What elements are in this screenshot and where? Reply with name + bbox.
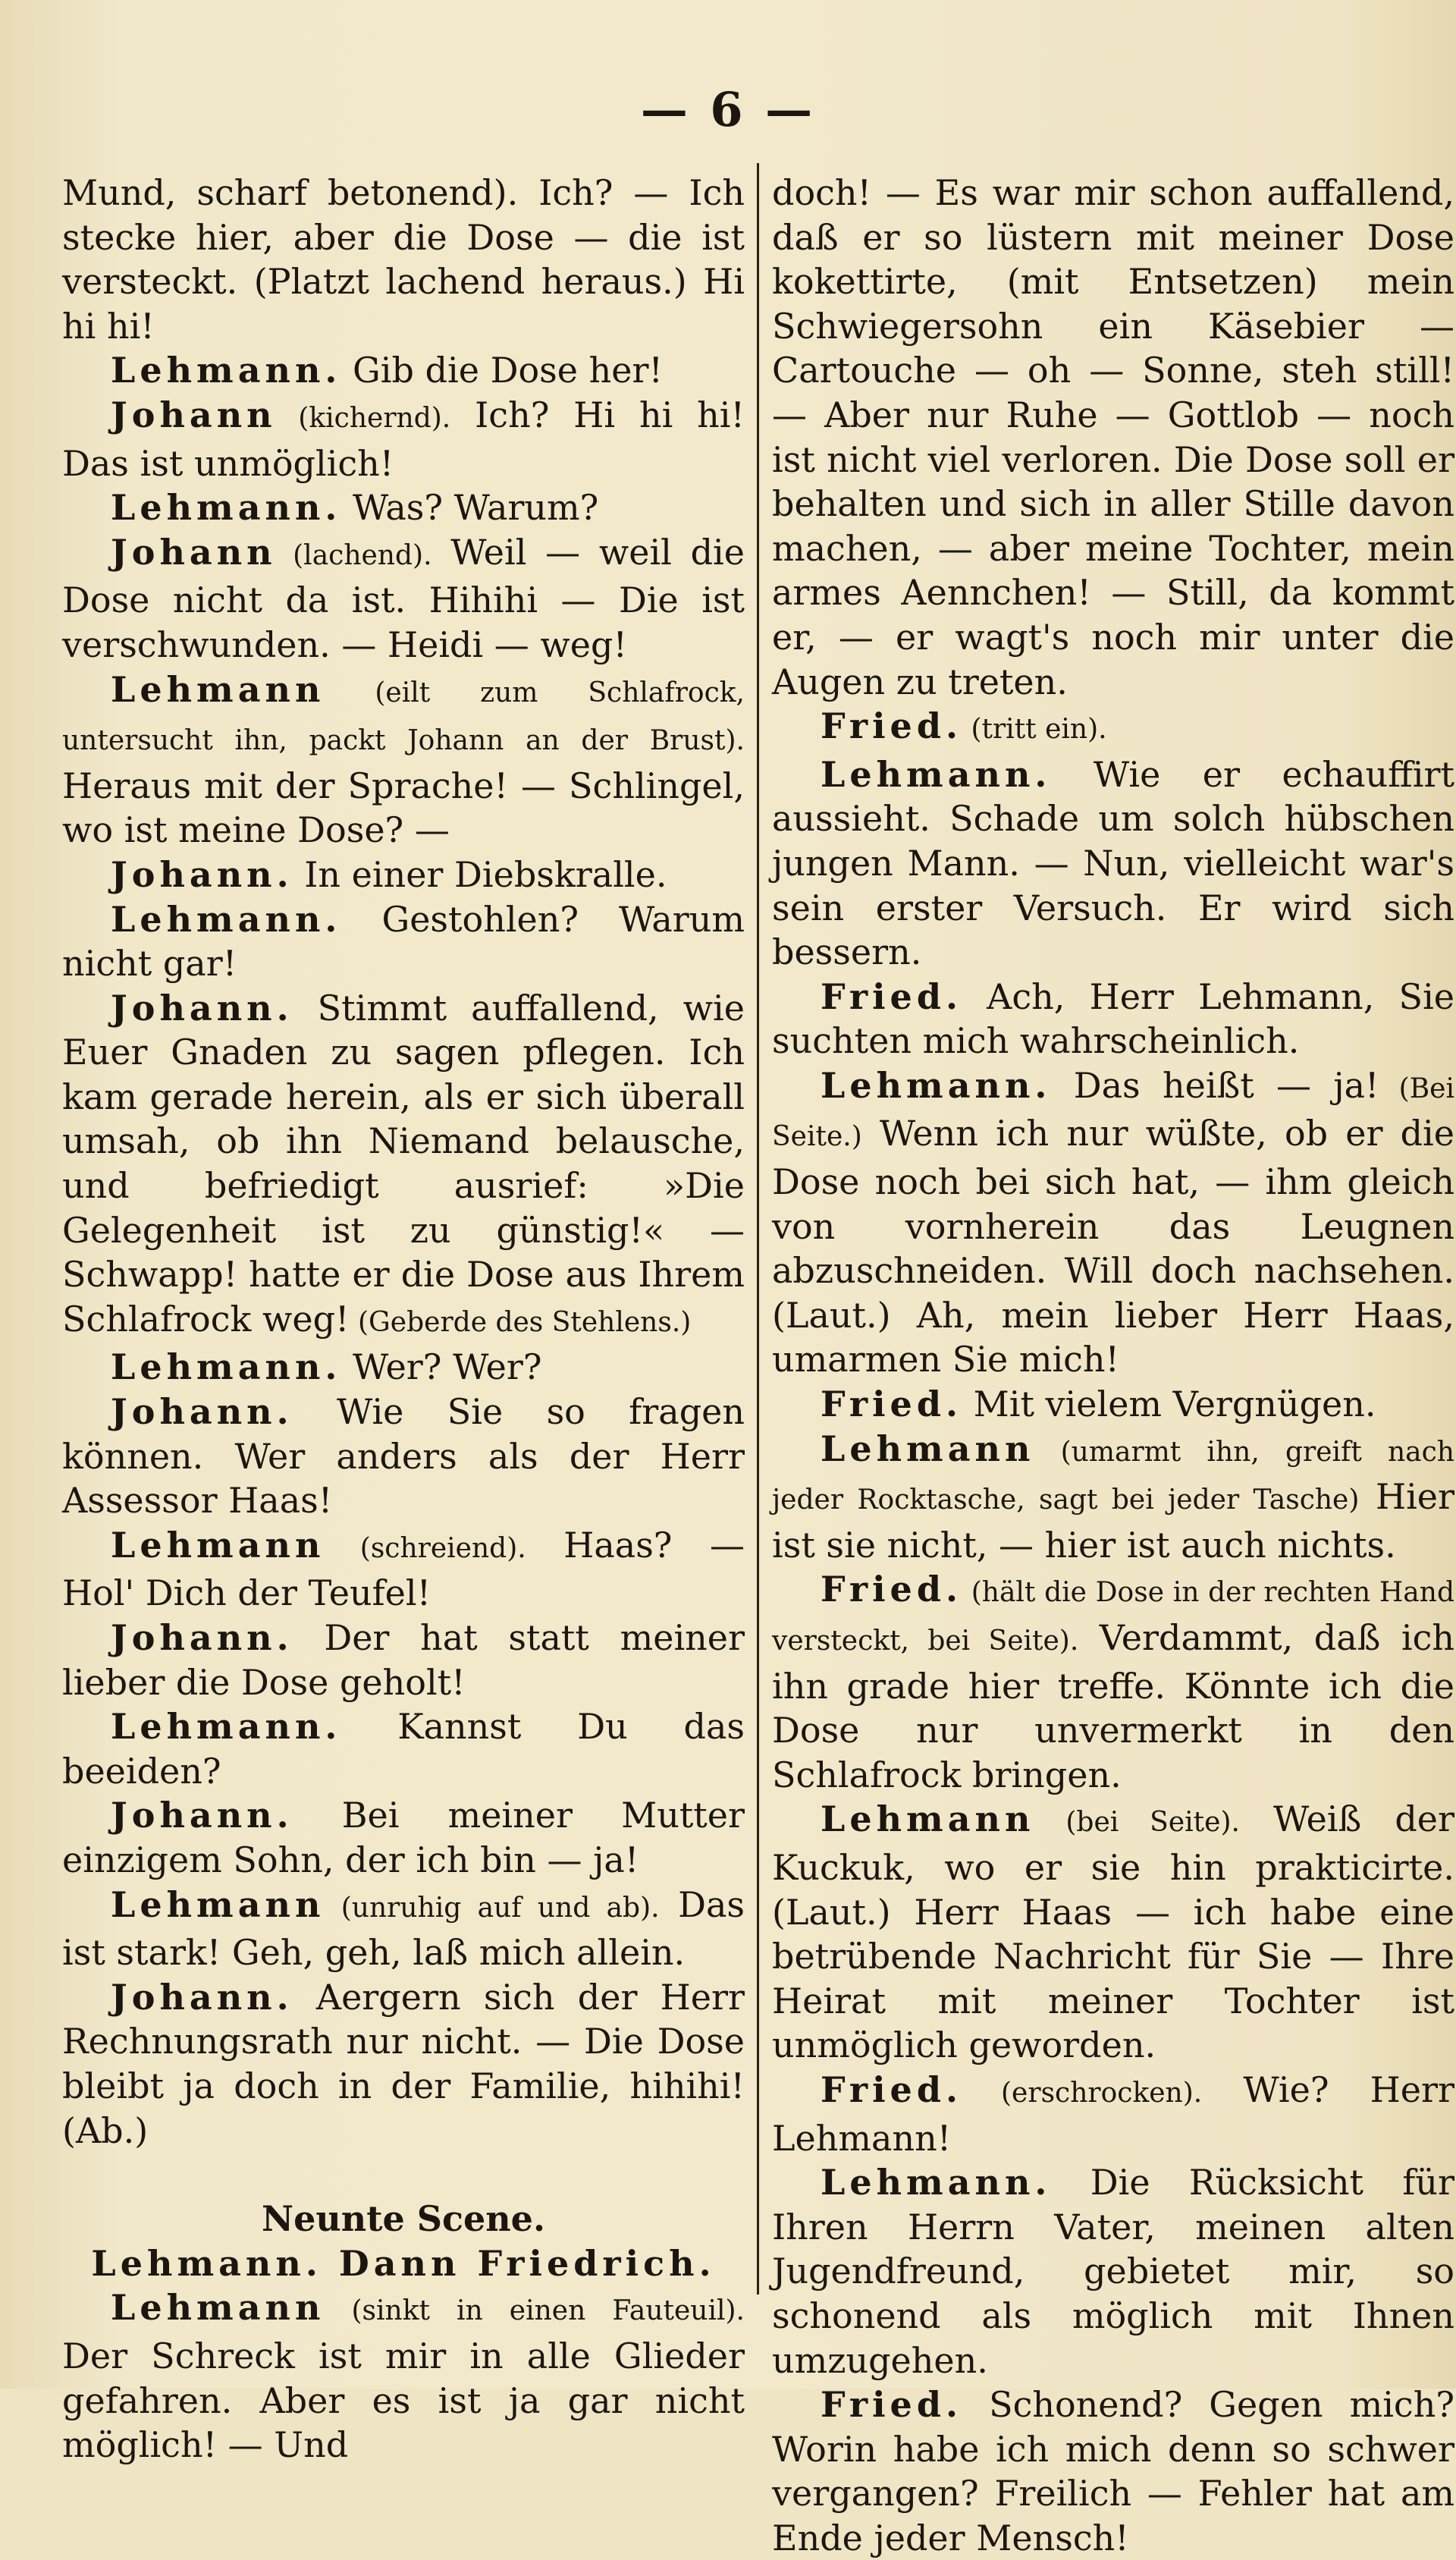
paragraph-text: Haas? — Hol' Dich der Teufel! xyxy=(62,1524,745,1614)
speaker-name: Lehmann xyxy=(821,1428,1035,1469)
speaker-name: Fried. xyxy=(821,2068,963,2110)
column-divider xyxy=(757,163,759,2295)
paragraph xyxy=(772,1382,1454,1427)
speaker-name: Lehmann xyxy=(111,1883,325,1925)
paragraph xyxy=(62,853,745,897)
speaker-name: Fried. xyxy=(821,1569,963,1610)
paragraph-text: Mund, scharf betonend). Ich? — Ich stecke hier, aber die Dose — die ist versteckt. (Platzt lachend heraus.) Hi hi hi! xyxy=(62,172,745,347)
stage-direction: (eilt zum Schlafrock, untersucht ihn, packt Johann an der Brust). xyxy=(62,677,745,757)
paragraph xyxy=(62,986,745,1346)
paragraph-text: Was? Warum? xyxy=(341,487,599,529)
speaker-name: Lehmann. xyxy=(111,487,342,529)
speaker-name: Johann. xyxy=(111,1391,293,1433)
stage-direction: (Bei Seite.) xyxy=(772,1073,1454,1153)
speaker-name: Lehmann. xyxy=(111,898,342,940)
stage-direction: (sinkt in einen Fauteuil). xyxy=(325,2295,745,2327)
paragraph xyxy=(62,1616,745,1704)
paragraph-text: Wenn ich nur wüßte, ob er die Dose noch bei sich hat, — ihm gleich von vornherein das Leugnen abzuschneiden. Will doch nachsehen. (Laut.) Ah, mein lieber Herr Haas, umarmen Sie mich! xyxy=(772,1113,1454,1381)
speaker-name: Fried. xyxy=(821,705,963,747)
paragraph-text: Schonend? Gegen mich? Worin habe ich mich denn so schwer vergangen? Freilich — Fehler hat am Ende jeder Mensch! xyxy=(772,2384,1454,2558)
paragraph xyxy=(62,393,745,485)
speaker-name: Lehmann. xyxy=(111,1346,342,1388)
speaker-name: Johann. xyxy=(111,1795,293,1836)
scene-heading: Neunte Scene. xyxy=(262,2198,545,2240)
paragraph-text: Bei meiner Mutter einzigem Sohn, der ich bin — ja! xyxy=(62,1795,745,1880)
paragraph-text: Wie Sie so fragen können. Wer anders als der Herr Assessor Haas! xyxy=(62,1391,745,1522)
paragraph xyxy=(62,1883,745,1975)
scene-cast xyxy=(62,2241,745,2286)
stage-direction: (Geberde des Stehlens.) xyxy=(349,1306,692,1338)
speaker-name: Johann. xyxy=(111,1976,293,2018)
speaker-name: Lehmann xyxy=(111,2287,325,2329)
speaker-name: Lehmann. xyxy=(821,1064,1052,1106)
paragraph-text: Kannst Du das beeiden? xyxy=(62,1706,745,1792)
speaker-name: Johann. xyxy=(111,853,293,895)
paragraph-text: Wie? Herr Lehmann! xyxy=(772,2068,1454,2159)
speaker-name: Fried. xyxy=(821,1384,963,1425)
speaker-name: Johann xyxy=(111,394,277,435)
paragraph-text: Wie er echauffirt aussieht. Schade um solch hübschen jungen Mann. — Nun, vielleicht war's sein erster Versuch. Er wird sich bessern. xyxy=(772,753,1454,973)
paragraph xyxy=(62,530,745,667)
paragraph-text: Gib die Dose her! xyxy=(341,350,663,391)
paragraph xyxy=(62,171,745,348)
paragraph xyxy=(62,348,745,393)
paragraph xyxy=(62,1523,745,1616)
right-column xyxy=(772,171,1454,2560)
paragraph-text: doch! — Es war mir schon auffallend, daß er so lüstern mit meiner Dose kokettirte, (mit Entsetzen) mein Schwiegersohn ein Käsebier — Cartouche — oh — Sonne, steh still! — Aber nur Ruhe — Gottlob — noch ist nicht viel verloren. Die Dose soll er behalten und sich in aller Stille davon machen, — aber meine Tochter, mein armes Aennchen! — Still, da kommt er, — er wagt's noch mir unter die Augen zu treten. xyxy=(772,172,1454,702)
speaker-name: Lehmann. xyxy=(111,1706,342,1748)
scene-cast-text: Lehmann. Dann Friedrich. xyxy=(91,2242,716,2284)
speaker-name: Lehmann xyxy=(821,1798,1035,1840)
speaker-name: Lehmann xyxy=(111,668,325,710)
paragraph xyxy=(62,2285,745,2467)
speaker-name: Johann. xyxy=(111,987,293,1029)
paragraph xyxy=(62,485,745,530)
paragraph-text: Verdammt, daß ich ihn grade hier treffe. Könnte ich die Dose nur unvermerkt in den Schlafrock bringen. xyxy=(772,1617,1454,1795)
paragraph xyxy=(772,1797,1454,2068)
paragraph-text: Ach, Herr Lehmann, Sie suchten mich wahrscheinlich. xyxy=(772,975,1454,1062)
paragraph xyxy=(62,1793,745,1882)
paragraph xyxy=(772,704,1454,752)
stage-direction: (schreiend). xyxy=(325,1532,526,1564)
paragraph xyxy=(772,1427,1454,1568)
paragraph xyxy=(772,975,1454,1063)
paragraph xyxy=(772,2160,1454,2383)
stage-direction: (umarmt ihn, greift nach jeder Rocktasche, sagt bei jeder Tasche) xyxy=(772,1436,1454,1516)
stage-direction: (kichernd). xyxy=(276,402,451,434)
paragraph xyxy=(772,2383,1454,2560)
speaker-name: Fried. xyxy=(821,2384,963,2426)
paragraph-text: Das heißt — ja! xyxy=(1051,1064,1379,1106)
speaker-name: Johann. xyxy=(111,1617,293,1658)
paragraph xyxy=(62,1345,745,1390)
paragraph-text: Weil — weil die Dose nicht da ist. Hihihi — Die ist verschwunden. — Heidi — weg! xyxy=(62,531,745,665)
paragraph-text: Stimmt auffallend, wie Euer Gnaden zu sagen pflegen. Ich kam gerade herein, als er sich überall umsah, ob ihn Niemand belausche, und befriedigt ausrief: »Die Gelegenheit ist zu günstig!« — Schwapp! hatte er die Dose aus Ihrem Schlafrock weg! xyxy=(62,987,745,1340)
paragraph-text: Gestohlen? Warum nicht gar! xyxy=(62,898,745,985)
paragraph xyxy=(772,1567,1454,1797)
paragraph xyxy=(62,1390,745,1523)
paragraph-text: Der hat statt meiner lieber die Dose geholt! xyxy=(62,1617,745,1703)
paragraph xyxy=(62,1975,745,2153)
paragraph-text: Das ist stark! Geh, geh, laß mich allein. xyxy=(62,1883,745,1974)
speaker-name: Lehmann. xyxy=(821,753,1052,795)
paragraph-text: Hier ist sie nicht, — hier ist auch nichts. xyxy=(772,1476,1454,1566)
paragraph xyxy=(772,1063,1454,1382)
stage-direction: (erschrocken). xyxy=(962,2077,1203,2109)
paragraph-text: Ich? Hi hi hi! Das ist unmöglich! xyxy=(62,394,745,484)
paragraph-text: Mit vielem Vergnügen. xyxy=(962,1384,1376,1425)
paragraph-text: In einer Diebskralle. xyxy=(293,853,667,895)
stage-direction: (tritt ein). xyxy=(962,714,1107,746)
speaker-name: Lehmann. xyxy=(111,350,342,391)
paragraph xyxy=(62,667,745,853)
paragraph xyxy=(772,2068,1454,2160)
speaker-name: Lehmann xyxy=(111,1524,325,1566)
speaker-name: Johann xyxy=(111,531,277,573)
speaker-name: Lehmann. xyxy=(821,2162,1052,2203)
paragraph xyxy=(62,1704,745,1793)
page-number: — 6 — xyxy=(640,82,816,137)
paragraph-text: Aergern sich der Herr Rechnungsrath nur nicht. — Die Dose bleibt ja doch in der Familie, hihihi! (Ab.) xyxy=(62,1976,745,2151)
stage-direction: (bei Seite). xyxy=(1034,1807,1240,1839)
left-column xyxy=(62,171,745,2467)
stage-direction: (lachend). xyxy=(276,539,432,571)
paragraph-text: Weiß der Kuckuk, wo er sie hin prakticirte. (Laut.) Herr Haas — ich habe eine betrübende Nachricht für Sie — Ihre Heirat mit meiner Tochter ist unmöglich geworden. xyxy=(772,1798,1454,2066)
paragraph-text: Der Schreck ist mir in alle Glieder gefahren. Aber es ist ja gar nicht möglich! — Und xyxy=(62,2335,745,2466)
paragraph-text: Die Rücksicht für Ihren Herrn Vater, meinen alten Jugendfreund, gebietet mir, so schonend als möglich mit Ihnen umzugehen. xyxy=(772,2162,1454,2381)
paragraph xyxy=(772,171,1454,704)
paragraph xyxy=(772,752,1454,975)
paragraph-text: Wer? Wer? xyxy=(341,1346,542,1388)
stage-direction: (hält die Dose in der rechten Hand versteckt, bei Seite). xyxy=(772,1577,1454,1657)
paragraph xyxy=(62,897,745,986)
paragraph-text: Heraus mit der Sprache! — Schlingel, wo ist meine Dose? — xyxy=(62,765,745,851)
speaker-name: Fried. xyxy=(821,975,963,1017)
stage-direction: (unruhig auf und ab). xyxy=(325,1892,660,1924)
